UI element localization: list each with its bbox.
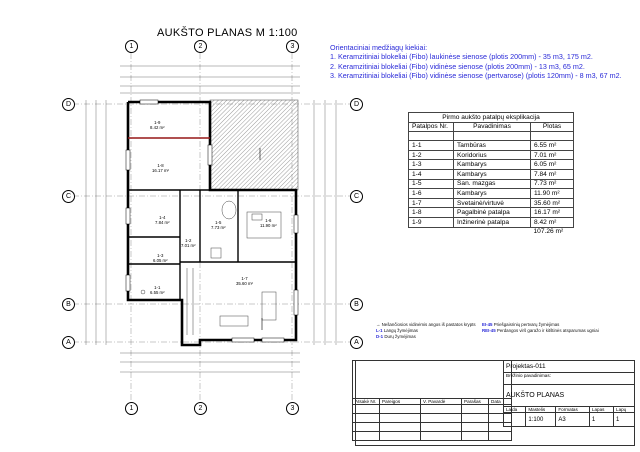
- room-label-1-3: 1-3 6.05 m²: [153, 253, 168, 263]
- notes-item: 1. Keramzitiniai blokeliai (Fibo) laukinėse sienose (plotis 200mm) - 35 m3, 175 m2.: [330, 52, 593, 62]
- axis-bubble-top: 3: [286, 40, 299, 53]
- room-label-1-6: 1-6 11.90 m²: [260, 218, 277, 228]
- legend-item: D-1 Durų žymėjimas: [376, 333, 416, 339]
- explication-title: Pirmo aukšto patalpų eksplikacija: [409, 113, 574, 123]
- table-row: 1-5 San. mazgas 7.73 m²: [409, 179, 574, 189]
- table-row: 1-6 Kambarys 11.90 m²: [409, 189, 574, 199]
- room-label-1-9: 1-9 8.42 m²: [150, 120, 165, 130]
- axis-bubble-left: B: [62, 298, 75, 311]
- table-row: 1-1 Tambūras 6.55 m²: [409, 141, 574, 151]
- axis-bubble-right: C: [350, 190, 363, 203]
- table-row: 1-7 Svetainė/virtuvė 35.60 m²: [409, 198, 574, 208]
- axis-bubble-left: A: [62, 336, 75, 349]
- table-header: Plotas: [531, 122, 574, 132]
- explication-table: [408, 112, 574, 236]
- legend-item: L-1 Langų žymėjimas: [376, 327, 418, 333]
- axis-bubble-bottom: 1: [125, 402, 138, 415]
- axis-bubble-right: B: [350, 298, 363, 311]
- notes-heading: Orientaciniai medžiagų kiekiai:: [330, 43, 428, 52]
- room-label-1-2: 1-2 7.01 m²: [181, 238, 196, 248]
- table-row: 1-9 Inžinerinė patalpa 8.42 m²: [409, 217, 574, 227]
- axis-bubble-bottom: 3: [286, 402, 299, 415]
- drawing-label: Brėžinio pavadinimas:: [504, 373, 635, 385]
- legend: [376, 322, 476, 339]
- legend-item: EI-45 Priešgaisrinių pertvarų žymėjimas: [482, 322, 560, 327]
- title-block: Atsakė Nr. Pareigos V. Pavardė Parašas Data: [352, 360, 512, 441]
- total-area: 107.26 m²: [533, 228, 564, 236]
- axis-bubble-left: D: [62, 98, 75, 111]
- legend: [482, 322, 599, 334]
- axis-bubble-top: 2: [194, 40, 207, 53]
- axis-bubble-right: A: [350, 336, 363, 349]
- terrace: [210, 100, 298, 190]
- legend-item: REI-45 Perdangos virš garažo ir kitštinės atsparumas ugniai: [482, 327, 599, 333]
- axis-bubble-top: 1: [125, 40, 138, 53]
- table-header: Patalpos Nr.: [409, 122, 454, 132]
- room-label-1-8: 1-8 16.17 m²: [152, 163, 169, 173]
- notes-item: 2. Keramzitiniai blokeliai (Fibo) vidinėse sienose (plotis 200mm) - 13 m3, 65 m2.: [330, 61, 585, 71]
- axis-bubble-bottom: 2: [194, 402, 207, 415]
- legend-item: → Nešančiosios vidinėmis angos iš pastatos krypts: [376, 322, 476, 327]
- table-row: 1-8 Pagalbinė patalpa 16.17 m²: [409, 208, 574, 218]
- room-label-1-1: 1-1 6.55 m²: [150, 285, 165, 295]
- axis-bubble-left: C: [62, 190, 75, 203]
- table-row: 1-4 Kambarys 7.84 m²: [409, 169, 574, 179]
- room-label-1-5: 1-5 7.73 m²: [211, 220, 226, 230]
- project-name: Projektas-011: [504, 361, 635, 373]
- axis-bubble-right: D: [350, 98, 363, 111]
- table-row: 1-2 Koridorius 7.01 m²: [409, 150, 574, 160]
- table-header: Pavadinimas: [454, 122, 531, 132]
- page-title: AUKŠTO PLANAS M 1:100: [157, 27, 298, 39]
- drawing-name: AUKŠTO PLANAS: [504, 385, 635, 407]
- room-label-1-4: 1-4 7.84 m²: [155, 215, 170, 225]
- table-row: 1-3 Kambarys 6.05 m²: [409, 160, 574, 170]
- sheet-info-block: Projektas-011 Brėžinio pavadinimas: AUKŠTO PLANAS Laida Mastelis Formatas Lapas Lapų 1:100 A3 1 1: [503, 360, 635, 427]
- room-label-1-7: 1-7 35.60 m²: [236, 276, 253, 286]
- notes-item: 3. Keramzitiniai blokeliai (Fibo) vidinėse sienose (pertvarose) (plotis 120mm) - 8 m3, 67 m2.: [330, 71, 622, 81]
